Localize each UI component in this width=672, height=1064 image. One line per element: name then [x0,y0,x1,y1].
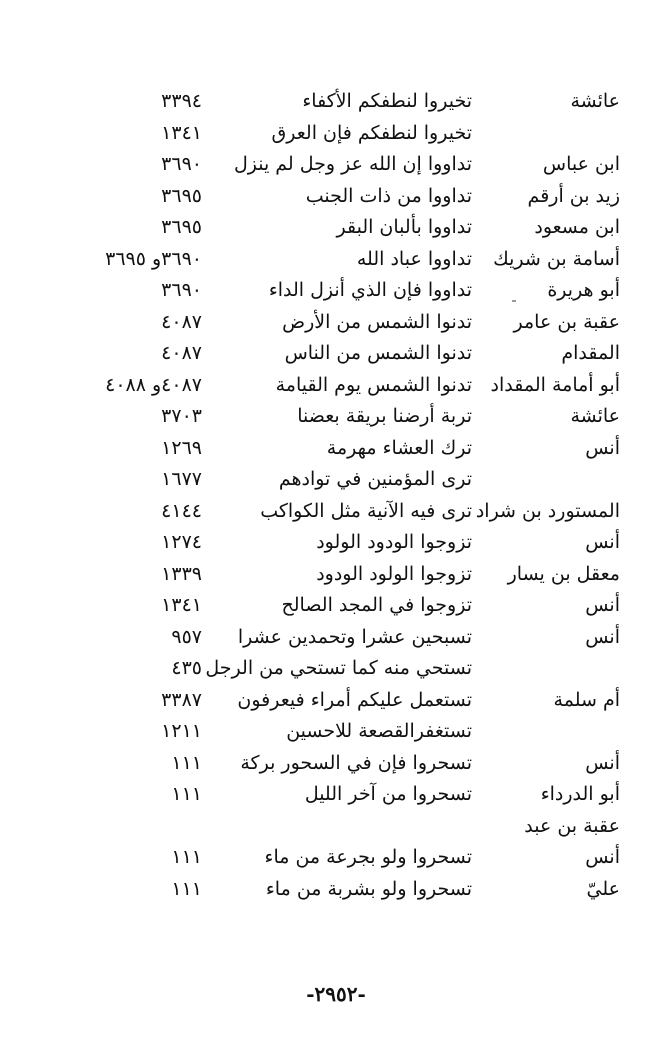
table-row [0,844,672,876]
narrator-name: عقبة بن عامر [513,310,620,333]
table-row [0,466,672,498]
hadith-number: ٩٥٧ [171,625,202,648]
hadith-text: تزوجوا الولود الودود [316,562,472,585]
table-row [0,750,672,782]
narrator-name: عقبة بن عبد [524,814,620,837]
table-row [0,624,672,656]
table-row [0,372,672,404]
hadith-number: ٣٦٩٠و ٣٦٩٥ [105,247,202,270]
table-row [0,151,672,183]
narrator-name: زيد بن أرقم [527,184,620,207]
hadith-number: ١٦٧٧ [161,468,202,490]
hadith-text: تسبحين عشرا وتحمدين عشرا [237,625,472,648]
hadith-text: تدنوا الشمس من الناس [284,342,472,364]
hadith-text: ترى المؤمنين في توادهم [278,468,472,490]
table-row [0,718,672,750]
hadith-text: تداووا فإن الذي أنزل الداء [268,279,472,301]
hadith-number: ٣٣٩٤ [161,90,202,112]
hadith-text: تستغفرالقصعة للاحسين [286,720,472,742]
narrator-name: أم سلمة [553,688,620,711]
table-row [0,246,672,278]
hadith-number: ٣٦٩٥ [161,216,202,238]
hadith-text: تسحروا ولو بجرعة من ماء [264,846,472,868]
hadith-text: تستعمل عليكم أمراء فيعرفون [237,688,472,711]
hadith-text: تسحروا من آخر الليل [304,783,472,805]
hadith-text: تزوجوا الودود الولود [316,531,472,553]
hadith-number: ١٢٧٤ [161,531,202,553]
hadith-number: ١١١ [171,751,202,774]
hadith-number: ٤٠٨٧و ٤٠٨٨ [105,373,202,396]
narrator-name: أسامة بن شريك [493,247,620,270]
hadith-text: تسحروا ولو بشربة من ماء [265,877,472,900]
narrator-name: معقل بن يسار [507,562,620,585]
hadith-text: تداووا عباد الله [356,247,472,270]
table-row [0,120,672,152]
narrator-name: عائشة [570,405,620,427]
table-row [0,655,672,687]
hadith-number: ٣٦٩٥ [161,184,202,207]
narrator-name: أبو الدرداء [540,783,620,805]
table-row [0,88,672,120]
hadith-number: ٤٠٨٧ [161,310,202,333]
narrator-name: أنس [585,436,620,459]
hadith-number: ٣٦٩٠ [161,153,202,175]
hadith-number: ١١١ [171,877,202,900]
page-number: -٢٩٥٢- [306,982,366,1006]
table-row [0,309,672,341]
hadith-number: ٣٧٠٣ [161,405,202,427]
table-row [0,781,672,813]
table-row [0,498,672,530]
narrator-name: أبو هريرة [547,279,620,301]
narrator-name: ابن مسعود [534,216,620,238]
narrator-name: أبو أمامة المقداد [490,373,620,396]
hadith-text: تستحي منه كما تستحي من الرجل [205,657,472,679]
hadith-text: تدنوا الشمس من الأرض [282,310,472,333]
narrator-name: أنس [585,531,620,553]
hadith-number: ١١١ [171,846,202,868]
hadith-number: ٣٦٩٠ [161,279,202,301]
table-row [0,876,672,908]
table-row [0,561,672,593]
table-row [0,340,672,372]
hadith-text: تزوجوا في المجد الصالح [281,594,472,616]
stray-mark [512,300,516,302]
table-row [0,214,672,246]
table-row [0,529,672,561]
hadith-text: تداووا إن الله عز وجل لم ينزل [233,153,472,175]
hadith-text: تربة أرضنا بريقة بعضنا [297,405,472,427]
narrator-name: المستورد بن شراد [475,499,620,522]
table-row [0,687,672,719]
hadith-text: تخيروا لنطفكم فإن العرق [271,121,472,144]
narrator-name: أنس [585,594,620,616]
hadith-number: ١١١ [171,783,202,805]
hadith-number: ١٣٤١ [161,594,202,616]
table-row [0,592,672,624]
hadith-number: ٤٠٨٧ [161,342,202,364]
hadith-text: ترى فيه الآنية مثل الكواكب [260,499,472,522]
index-table [0,88,672,907]
hadith-number: ٤٣٥ [171,657,202,679]
table-row [0,813,672,845]
narrator-name: ابن عباس [542,153,620,175]
hadith-text: ترك العشاء مهرمة [326,436,472,459]
hadith-number: ١٣٤١ [161,121,202,144]
narrator-name: أنس [585,625,620,648]
hadith-number: ١٣٣٩ [161,562,202,585]
hadith-text: تداووا بألبان البقر [336,216,472,238]
hadith-text: تداووا من ذات الجنب [305,184,472,207]
narrator-name: أنس [585,846,620,868]
narrator-name: أنس [585,751,620,774]
hadith-text: تدنوا الشمس يوم القيامة [275,373,472,396]
narrator-name: عائشة [570,90,620,112]
table-row [0,435,672,467]
hadith-number: ٣٣٨٧ [161,688,202,711]
table-row [0,403,672,435]
hadith-number: ٤١٤٤ [161,499,202,522]
narrator-name: عليّ [586,877,620,900]
table-row [0,183,672,215]
hadith-number: ١٢١١ [161,720,202,742]
hadith-number: ١٢٦٩ [161,436,202,459]
narrator-name: المقدام [561,342,620,364]
hadith-text: تسحروا فإن في السحور بركة [240,751,472,774]
table-row [0,277,672,309]
hadith-text: تخيروا لنطفكم الأكفاء [302,90,472,112]
